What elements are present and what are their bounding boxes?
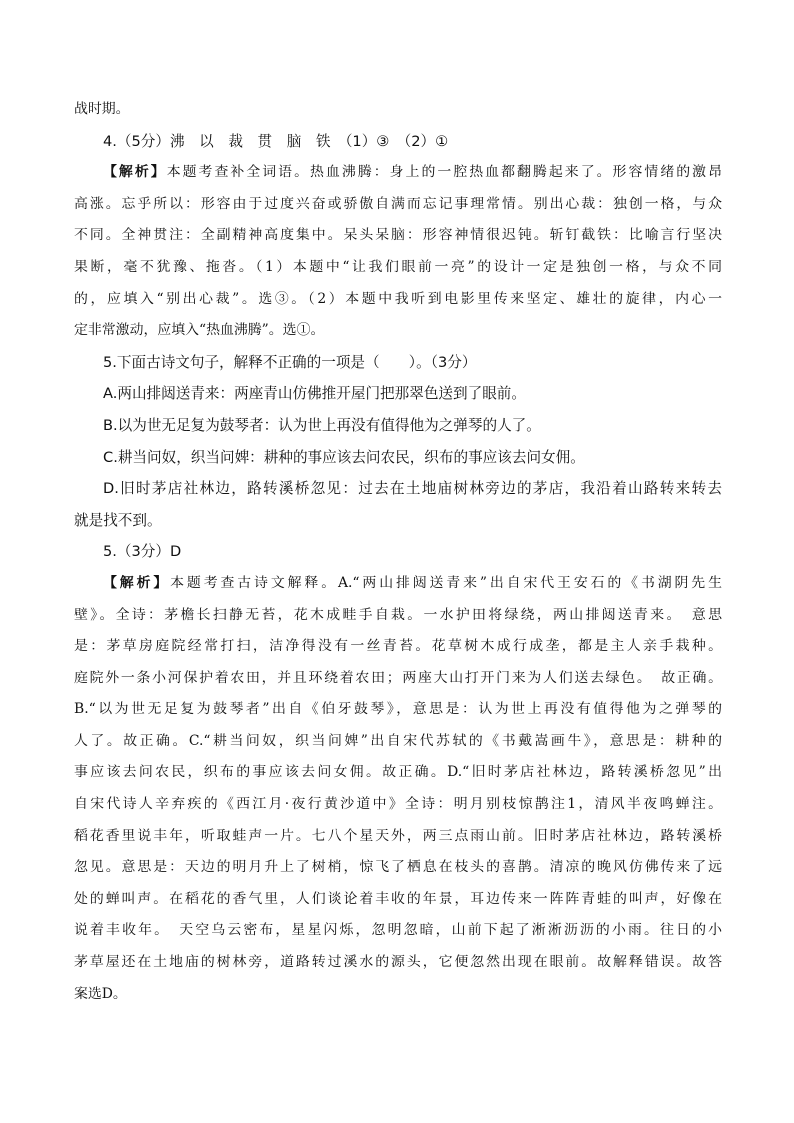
line-text: 是：茅草房庭院经常打扫，洁净得没有一丝青苔。花草树木成行成垄，都是主人亲手栽种。	[74, 638, 722, 655]
text-line	[74, 94, 722, 126]
line-text: 的，应填入“别出心裁”。选③。（2）本题中我听到电影里传来坚定、雄壮的旋律，内心一	[74, 290, 722, 307]
line-text: 就是找不到。	[74, 511, 162, 529]
line-text: 果断，毫不犹豫、拖沓。（1）本题中“让我们眼前一亮”的设计一定是独创一格，与众不同	[74, 258, 722, 275]
text-line	[74, 726, 722, 758]
text-line	[74, 663, 722, 695]
line-text: 不同。全神贯注：全副精神高度集中。呆头呆脑：形容神情很迟钝。斩钉截铁：比喻言行坚决	[74, 227, 722, 244]
text-line	[74, 631, 722, 663]
line-text: 战时期。	[74, 101, 130, 117]
line-text: 本题考查古诗文解释。A.“两山排闼送青来”出自宋代王安石的《书湖阴先生	[170, 574, 722, 591]
analysis-line	[74, 157, 722, 189]
line-text: 稻花香里说丰年，听取蛙声一片。七八个星天外，两三点雨山前。旧时茅店社林边，路转溪桥	[74, 827, 722, 844]
line-text: 壁》。全诗：茅檐长扫静无苔，花木成畦手自栽。一水护田将绿绕，两山排闼送青来。 意思	[74, 606, 722, 623]
text-line	[74, 884, 722, 916]
line-text: 4.（5分）沸 以 裁 贯 脑 铁 （1）③ （2）①	[103, 132, 449, 150]
line-text: 事应该去问农民，织布的事应该去问女佣。故正确。D.“旧时茅店社林边，路转溪桥忽见”出	[74, 764, 722, 781]
option-b	[74, 410, 722, 442]
text-line	[74, 315, 722, 347]
text-line	[74, 947, 722, 979]
text-line	[74, 220, 722, 252]
text-line	[74, 189, 722, 221]
line-text: A.两山排闼送青来：两座青山仿佛推开屋门把那翠色送到了眼前。	[103, 385, 526, 403]
text-line	[74, 915, 722, 947]
line-text: 说着丰收年。 天空乌云密布，星星闪烁，忽明忽暗，山前下起了淅淅沥沥的小雨。往日的小	[74, 922, 722, 939]
analysis-line	[74, 568, 722, 600]
text-line	[74, 821, 722, 853]
answer-content	[74, 94, 722, 1010]
line-text: 定非常激动，应填入“热血沸腾”。选①。	[74, 322, 325, 339]
line-text: C.耕当问奴，织当问婢：耕种的事应该去问农民，织布的事应该去问女佣。	[103, 448, 585, 466]
line-text: 处的蝉叫声。在稻花的香气里，人们谈论着丰收的年景，耳边传来一阵阵青蛙的叫声，好像在	[74, 890, 722, 907]
text-line	[74, 600, 722, 632]
text-line	[74, 789, 722, 821]
answer-line-q5	[74, 536, 722, 568]
text-line	[74, 979, 722, 1011]
line-text: B.以为世无足复为鼓琴者：认为世上再没有值得他为之弹琴的人了。	[103, 416, 541, 434]
line-text: D.旧时茅店社林边，路转溪桥忽见：过去在土地庙树林旁边的茅店，我沿着山路转来转去	[103, 480, 722, 498]
line-text: 自宋代诗人辛弃疾的《西江月·夜行黄沙道中》全诗：明月别枝惊鹊注1，清风半夜鸣蝉注。	[74, 796, 722, 813]
answer-line-q4	[74, 126, 722, 158]
text-line	[74, 852, 722, 884]
line-text: 案选D。	[74, 985, 127, 1002]
text-line	[74, 694, 722, 726]
line-text: B.“以为世无足复为鼓琴者”出自《伯牙鼓琴》，意思是：认为世上再没有值得他为之弹琴的	[74, 701, 722, 718]
line-text: 5.下面古诗文句子，解释不正确的一项是（ ）。（3分）	[103, 353, 477, 371]
line-text: 茅草屋还在土地庙的树林旁，道路转过溪水的源头，它便忽然出现在眼前。故解释错误。故答	[74, 954, 722, 971]
option-d-continued	[74, 505, 722, 537]
line-text: 忽见。意思是：天边的明月升上了树梢，惊飞了栖息在枝头的喜鹊。清凉的晚风仿佛传来了远	[74, 859, 722, 876]
option-a	[74, 378, 722, 410]
line-text: 庭院外一条小河保护着农田，并且环绕着农田；两座大山打开门来为人们送去绿色。 故正确。	[74, 669, 722, 686]
analysis-label: 【解析】	[103, 574, 171, 591]
option-d	[74, 473, 722, 505]
line-text: 5.（3分）D	[103, 543, 182, 561]
analysis-label: 【解析】	[103, 164, 167, 181]
line-text: 高涨。忘乎所以：形容由于过度兴奋或骄傲自满而忘记事理常情。别出心裁：独创一格，与众	[74, 195, 722, 212]
line-text: 本题考查补全词语。热血沸腾：身上的一腔热血都翻腾起来了。形容情绪的激昂	[166, 164, 722, 181]
text-line	[74, 252, 722, 284]
question-line-q5	[74, 347, 722, 379]
text-line	[74, 757, 722, 789]
line-text: 人了。故正确。C.“耕当问奴，织当问婢”出自宋代苏轼的《书戴嵩画牛》，意思是：耕种的	[74, 732, 722, 749]
text-line	[74, 284, 722, 316]
option-c	[74, 442, 722, 474]
